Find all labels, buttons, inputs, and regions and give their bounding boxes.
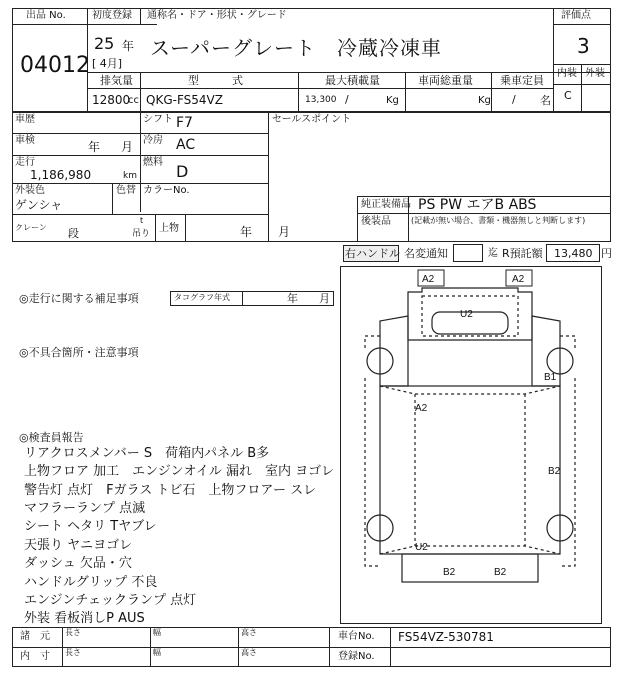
- aftermarket-label: 後装品: [361, 216, 391, 227]
- capacity-unit: 名: [540, 94, 551, 107]
- tachograph-month: 月: [319, 292, 330, 305]
- crane-ton: t: [140, 216, 144, 225]
- mileage-label: 走行: [15, 157, 35, 168]
- inspector-note: シート ヘタリ Tヤブレ: [24, 519, 157, 534]
- crane-stage: 段: [68, 227, 79, 240]
- sales-point-label: セールスポイント: [272, 114, 352, 125]
- displacement-label: 排気量: [100, 74, 133, 87]
- inspection-month-unit: 月: [121, 140, 134, 154]
- capacity-slash: /: [512, 93, 516, 106]
- damage-mark: A2: [415, 403, 428, 414]
- equipment-value: PS PW エアB ABS: [418, 197, 537, 213]
- inspector-note: マフラーランプ 点滅: [24, 501, 146, 516]
- name-change-box: [453, 244, 483, 262]
- max-load-value: 13,300: [305, 95, 337, 105]
- specs-label: 諸 元: [20, 631, 50, 642]
- interior-value: C: [564, 89, 572, 102]
- inspector-note: エンジンチェックランプ 点灯: [24, 593, 197, 608]
- inspector-note: ハンドルグリップ 不良: [24, 575, 158, 590]
- fuel-label: 燃料: [143, 157, 163, 168]
- vehicle-name: スーパーグレート 冷蔵冷凍車: [150, 36, 442, 60]
- mileage-unit: km: [123, 171, 137, 181]
- fuel-value: D: [176, 162, 189, 181]
- defects-label: ◎不具合箇所・注意事項: [19, 346, 139, 359]
- inspection-label: 車検: [15, 135, 35, 146]
- history-label: 車歴: [15, 114, 35, 125]
- name-change-label: 名変通知: [404, 247, 448, 260]
- displacement-unit: cc: [128, 95, 139, 106]
- dims-label: 内 寸: [20, 651, 50, 662]
- chassis-label: 車台No.: [338, 631, 375, 642]
- color-value: ゲンシャ: [15, 198, 63, 212]
- inspection-year-unit: 年: [88, 140, 101, 154]
- max-load-label: 最大積載量: [325, 74, 380, 87]
- body-year: 年: [240, 225, 253, 239]
- inner-height-label: 高さ: [241, 648, 257, 657]
- equipment-label: 純正装備品: [361, 199, 411, 210]
- grade-label: 評価点: [561, 10, 591, 21]
- r-tax-value: 13,480: [554, 247, 593, 260]
- interior-label: 内装: [557, 68, 577, 79]
- inner-width-label: 幅: [153, 648, 161, 657]
- first-reg-year: 25: [94, 34, 115, 53]
- displacement-value: 12800: [92, 93, 131, 107]
- inspector-note: リアクロスメンバー S 荷箱内パネル B多: [24, 446, 270, 461]
- type-value: QKG-FS54VZ: [146, 93, 223, 107]
- length-label: 長さ: [65, 628, 81, 637]
- color-code-label: カラーNo.: [143, 185, 190, 196]
- crane-hoist: 吊り: [132, 229, 151, 239]
- inspector-label: ◎検査員報告: [19, 431, 84, 444]
- r-tax-label: R預託額: [502, 247, 543, 260]
- inspector-note: 天張り ヤニヨゴレ: [24, 538, 133, 553]
- registration-label: 登録No.: [338, 651, 375, 662]
- grade-value: 3: [577, 34, 590, 58]
- damage-mark: B2: [443, 567, 456, 578]
- damage-mark: U2: [460, 309, 473, 320]
- damage-diagram: [340, 266, 602, 624]
- capacity-label: 乗車定員: [500, 74, 544, 87]
- inspector-note: 上物フロア 加工 エンジンオイル 漏れ 室内 ヨゴレ: [24, 464, 335, 479]
- width-label: 幅: [153, 628, 161, 637]
- body-label: 上物: [159, 223, 179, 234]
- max-load-unit: Kg: [386, 95, 399, 106]
- driving-notes-label: ◎走行に関する補足事項: [19, 292, 139, 305]
- chassis-number: FS54VZ-530781: [398, 630, 494, 644]
- exterior-label: 外装: [585, 68, 605, 79]
- color-label: 外装色: [15, 185, 45, 196]
- first-reg-year-unit: 年: [122, 39, 135, 53]
- aftermarket-note: (記載が無い場合、書類・機器無しと判断します): [411, 216, 586, 225]
- height-label: 高さ: [241, 628, 257, 637]
- mileage-value: 1,186,980: [30, 168, 92, 182]
- body-month: 月: [278, 225, 291, 239]
- first-reg-month: [ 4月]: [92, 57, 123, 70]
- shift-label: シフト: [143, 114, 173, 125]
- ac-value: AC: [176, 137, 196, 153]
- remark-label: 迄: [488, 248, 498, 259]
- model-label: 通称名・ドア・形状・グレード: [147, 10, 287, 21]
- yen-unit: 円: [601, 247, 612, 260]
- shift-value: F7: [176, 115, 193, 131]
- first-reg-label: 初度登録: [92, 10, 132, 21]
- steering-value: 右ハンドル: [345, 247, 400, 260]
- inspector-note: ダッシュ 欠品・穴: [24, 556, 132, 571]
- lot-label: 出品 No.: [26, 10, 66, 21]
- inspector-note: 警告灯 点灯 Fガラス トビ石 上物フロアー スレ: [24, 483, 317, 498]
- tachograph-label: タコグラフ年式: [174, 293, 230, 302]
- damage-mark: B2: [548, 466, 561, 477]
- crane-label: クレーン: [15, 223, 47, 232]
- inner-length-label: 長さ: [65, 648, 81, 657]
- lot-number: 04012: [20, 53, 90, 78]
- type-label: 型 式: [188, 74, 243, 87]
- damage-mark: A2: [422, 274, 435, 285]
- damage-mark: B1: [544, 372, 557, 383]
- max-load-slash: /: [345, 93, 349, 106]
- tachograph-year: 年: [287, 292, 298, 305]
- gross-weight-unit: Kg: [478, 95, 491, 106]
- damage-mark: A2: [512, 274, 525, 285]
- damage-mark: U2: [415, 542, 428, 553]
- ac-label: 冷房: [143, 135, 163, 146]
- color-change-label: 色替: [116, 185, 136, 196]
- inspector-note: 外装 看板消しP AUS: [24, 611, 145, 626]
- gross-weight-label: 車両総重量: [418, 74, 473, 87]
- damage-mark: B2: [494, 567, 507, 578]
